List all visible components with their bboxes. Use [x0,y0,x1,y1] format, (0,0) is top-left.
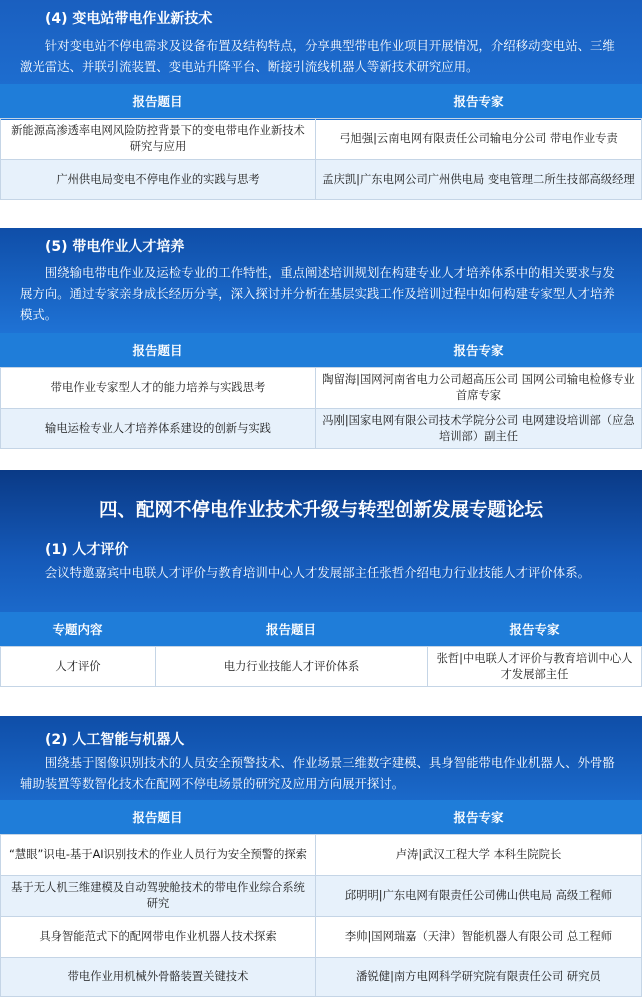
table-row [0,159,642,200]
topic-cell: 广州供电局变电不停电作业的实践与思考 [0,160,315,199]
expert-cell: 卢涛|武汉工程大学 本科生院院长 [315,835,642,875]
section-description: 围绕基于图像识别技术的人员安全预警技术、作业场景三维数字建模、具身智能带电作业机器人、外骨骼辅助装置等数智化技术在配网不停电场景的研究及应用方向展开探讨。 [20,755,615,791]
header-topic: 报告题目 [265,622,316,637]
table-header [0,84,642,118]
expert-cell: 孟庆凯|广东电网公司广州供电局 变电管理二所生技部高级经理 [315,160,642,199]
table-row [0,834,642,875]
content-cell: 人才评价 [0,647,155,686]
section-title: (1) 人才评价 [45,542,129,558]
table-row [0,875,642,916]
topic-cell: 基于无人机三维建模及自动驾驶舱技术的带电作业综合系统研究 [0,876,315,916]
header-topic: 报告题目 [132,343,183,358]
header-expert: 报告专家 [509,622,560,637]
header-topic: 报告题目 [132,94,183,109]
report-table [0,84,642,200]
table-header [0,612,642,646]
expert-cell: 李帅|国网瑞嘉（天津）智能机器人有限公司 总工程师 [315,917,642,957]
section-description: 会议特邀嘉宾中电联人才评价与教育培训中心人才发展部主任张哲介绍电力行业技能人才评价体系。 [44,565,590,580]
report-table [0,800,642,997]
header-expert: 报告专家 [453,343,504,358]
forum-title: 四、配网不停电作业技术升级与转型创新发展专题论坛 [98,500,543,521]
topic-cell: 新能源高渗透率电网风险防控背景下的变电带电作业新技术研究与应用 [0,119,315,159]
section-title: (2) 人工智能与机器人 [45,732,185,748]
expert-cell: 冯刚|国家电网有限公司技术学院分公司 电网建设培训部（应急培训部）副主任 [315,409,642,448]
topic-cell: “慧眼”识电-基于AI识别技术的作业人员行为安全预警的探索 [0,835,315,875]
section-title: (4) 变电站带电作业新技术 [45,11,213,27]
header-expert: 报告专家 [453,94,504,109]
topic-cell: 带电作业专家型人才的能力培养与实践思考 [0,368,315,408]
expert-cell: 陶留海|国网河南省电力公司超高压公司 国网公司输电检修专业首席专家 [315,368,642,408]
topic-cell: 输电运检专业人才培养体系建设的创新与实践 [0,409,315,448]
report-table [0,612,642,687]
table-header [0,800,642,834]
expert-cell: 张哲|中电联人才评价与教育培训中心人才发展部主任 [427,647,642,686]
section-title: (5) 带电作业人才培养 [45,239,185,255]
topic-cell: 带电作业用机械外骨骼装置关键技术 [0,958,315,996]
section-description: 针对变电站不停电需求及设备布置及结构特点，分享典型带电作业项目开展情况，介绍移动变电站、三维激光雷达、并联引流装置、变电站升降平台、断接引流线机器人等新技术研究应用。 [20,38,615,74]
table-row [0,408,642,449]
table-row [0,367,642,408]
expert-cell: 邱明明|广东电网有限责任公司佛山供电局 高级工程师 [315,876,642,916]
topic-cell: 电力行业技能人才评价体系 [155,647,427,686]
expert-cell: 潘锐健|南方电网科学研究院有限责任公司 研究员 [315,958,642,996]
table-row [0,118,642,159]
report-table [0,333,642,449]
table-row [0,916,642,957]
table-row [0,646,642,687]
table-row [0,957,642,997]
header-topic: 报告题目 [132,810,183,825]
expert-cell: 弓旭强|云南电网有限责任公司输电分公司 带电作业专责 [315,119,642,159]
section-description: 围绕输电带电作业及运检专业的工作特性，重点阐述培训规划在构建专业人才培养体系中的相关要求与发展方向。通过专家亲身成长经历分享，深入探讨并分析在基层实践工作及培训过程中如何构建专家型人才培养模式。 [20,265,615,322]
table-header [0,333,642,367]
header-content: 专题内容 [52,622,103,637]
header-expert: 报告专家 [453,810,504,825]
topic-cell: 具身智能范式下的配网带电作业机器人技术探索 [0,917,315,957]
